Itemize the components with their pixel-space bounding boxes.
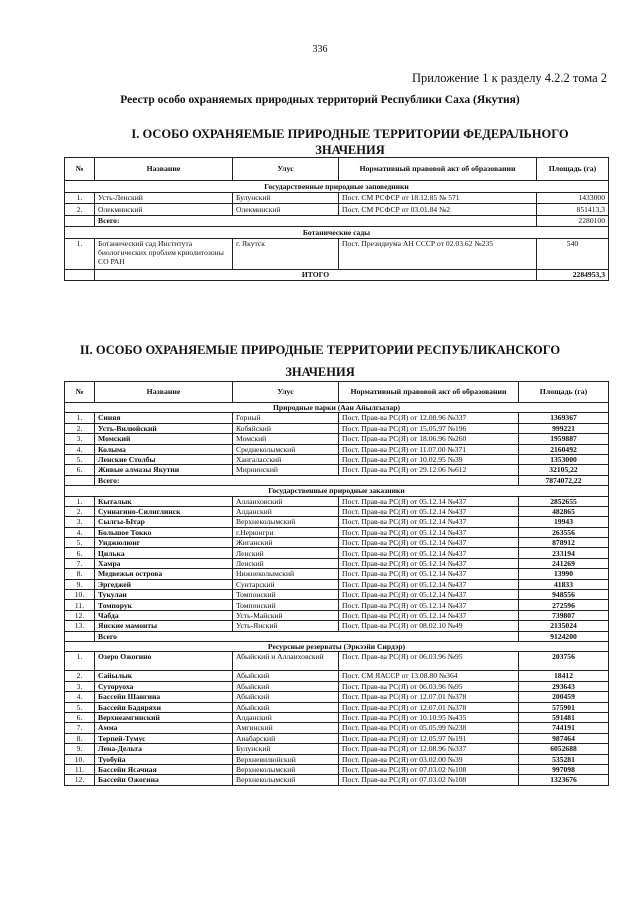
table-row — [65, 434, 609, 444]
cell-ulus: Нижнеколымский — [233, 569, 339, 579]
group-title: Ресурсные резерваты (Эркээйи Сирдэр) — [65, 641, 609, 651]
cell-number: 2. — [65, 423, 95, 433]
total-value: 2280100 — [537, 215, 609, 227]
cell-area: 293643 — [519, 681, 609, 691]
cell-number: 4. — [65, 527, 95, 537]
cell-act: Пост. Прав-ва РС(Я) от 07.03.02 №108 — [339, 775, 519, 785]
cell-act: Пост. Прав-ва РС(Я) от 03.02.00 №39 — [339, 754, 519, 764]
appendix-note: Приложение 1 к разделу 4.2.2 тома 2 — [411, 71, 607, 85]
cell-name: Озеро Ожогино — [95, 652, 233, 671]
total-label: ИТОГО — [95, 269, 537, 281]
table-row — [65, 692, 609, 702]
header-ulus: Улус — [233, 382, 339, 403]
cell-ulus: Среднеколымский — [233, 444, 339, 454]
cell-act: Пост. Прав-ва РС(Я) от 12.05.97 №191 — [339, 733, 519, 743]
table-row — [65, 444, 609, 454]
cell-area: 997098 — [519, 764, 609, 774]
table-row — [65, 652, 609, 671]
cell-act: Пост. Прав-ва РС(Я) от 06.03.96 №95 — [339, 652, 519, 671]
cell-number: 13. — [65, 621, 95, 631]
cell-number: 10. — [65, 754, 95, 764]
cell-act: Пост. Прав-ва РС(Я) от 29.12.06 №612 — [339, 465, 519, 475]
cell-area: 19943 — [519, 517, 609, 527]
table-header-row — [65, 382, 609, 403]
cell-number: 1. — [65, 192, 95, 204]
cell-area: 2135024 — [519, 621, 609, 631]
cell-number: 11. — [65, 764, 95, 774]
total-label: Всего: — [95, 215, 537, 227]
cell-name: Бассейн Бадяряхи — [95, 702, 233, 712]
header-act: Нормативный правовой акт об образовании — [339, 382, 519, 403]
group-row — [65, 486, 609, 496]
group-title: Природные парки (Аан Айылгылар) — [65, 403, 609, 413]
total-value: 7874072,22 — [519, 475, 609, 485]
table-row — [65, 465, 609, 475]
table-row — [65, 702, 609, 712]
header-number: № — [65, 158, 95, 181]
cell-name: Ленские Столбы — [95, 454, 233, 464]
header-act: Нормативный правовой акт об образовании — [339, 158, 537, 181]
table-row — [65, 671, 609, 681]
section2-title-line1: II. ОСОБО ОХРАНЯЕМЫЕ ПРИРОДНЫЕ ТЕРРИТОРИИ РЕСПУБЛИКАНСКОГО — [79, 343, 561, 357]
table-row — [65, 238, 609, 269]
cell-area: 878912 — [519, 538, 609, 548]
total-row — [65, 475, 609, 485]
cell-act: Пост. Прав-ва РС(Я) от 05.12.14 №437 — [339, 569, 519, 579]
cell-ulus: г.Нерюнгри — [233, 527, 339, 537]
section2-title-line2: ЗНАЧЕНИЯ — [285, 365, 355, 379]
cell-name: Амма — [95, 723, 233, 733]
cell-name: Суннагино-Силиглинск — [95, 506, 233, 516]
section1-title — [105, 126, 595, 158]
group-title: Государственные природные заповедники — [65, 181, 609, 193]
cell-number: 11. — [65, 600, 95, 610]
cell-number: 2. — [65, 204, 95, 216]
table-row — [65, 764, 609, 774]
table-row — [65, 744, 609, 754]
republican-table — [64, 381, 609, 786]
cell-name: Олекминский — [95, 204, 233, 216]
register-title: Реестр особо охраняемых природных территорий Республики Саха (Якутия) — [120, 94, 520, 106]
group-row — [65, 403, 609, 413]
table-row — [65, 192, 609, 204]
cell-area: 6052688 — [519, 744, 609, 754]
cell-area: 482865 — [519, 506, 609, 516]
cell-number: 4. — [65, 444, 95, 454]
header-number: № — [65, 382, 95, 403]
table-header-row — [65, 158, 609, 181]
cell-name: Бассейн Ожогина — [95, 775, 233, 785]
cell-name: Сылгы-Ытар — [95, 517, 233, 527]
cell-area: 535281 — [519, 754, 609, 764]
cell-act: Пост. Прав-ва РС(Я) от 05.12.14 №437 — [339, 496, 519, 506]
cell-name: Усть-Вилюйский — [95, 423, 233, 433]
cell-number: 6. — [65, 465, 95, 475]
cell-name: Ботанический сад Института биологических проблем криолитозоны СО РАН — [95, 238, 233, 269]
cell-area: 1323676 — [519, 775, 609, 785]
total-row — [65, 631, 609, 641]
cell-name: Эргеджей — [95, 579, 233, 589]
cell-name: Медвежьи острова — [95, 569, 233, 579]
cell-ulus: Кобяйский — [233, 423, 339, 433]
cell-ulus: Горный — [233, 413, 339, 423]
cell-name: Янские мамонты — [95, 621, 233, 631]
cell-name: Лена-Дельта — [95, 744, 233, 754]
cell-act: Пост. Прав-ва РС(Я) от 05.12.14 №437 — [339, 610, 519, 620]
cell-ulus: Верхнеколымский — [233, 517, 339, 527]
cell-number: 8. — [65, 569, 95, 579]
cell-name: Терпей-Тумус — [95, 733, 233, 743]
cell-act: Пост. Прав-ва РС(Я) от 05.12.14 №437 — [339, 527, 519, 537]
cell-act: Пост. Прав-ва РС(Я) от 18.06.96 №260 — [339, 434, 519, 444]
cell-name: Цилька — [95, 548, 233, 558]
table-row — [65, 681, 609, 691]
table-row — [65, 517, 609, 527]
cell-number — [65, 215, 95, 227]
cell-area: 744191 — [519, 723, 609, 733]
cell-ulus: Абыйский — [233, 692, 339, 702]
cell-area: 575901 — [519, 702, 609, 712]
cell-number: 7. — [65, 723, 95, 733]
cell-name: Живые алмазы Якутии — [95, 465, 233, 475]
cell-name: Колыма — [95, 444, 233, 454]
cell-act: Пост. Прав-ва РС(Я) от 05.12.14 №437 — [339, 579, 519, 589]
cell-name: Кыталык — [95, 496, 233, 506]
cell-name: Бассейн Ясачная — [95, 764, 233, 774]
cell-ulus: Верхневилюйский — [233, 754, 339, 764]
cell-name: Суторуоха — [95, 681, 233, 691]
cell-area: 32105,22 — [519, 465, 609, 475]
cell-number: 5. — [65, 454, 95, 464]
cell-ulus: Булунский — [233, 744, 339, 754]
cell-number: 3. — [65, 434, 95, 444]
cell-number: 3. — [65, 681, 95, 691]
cell-name: Момский — [95, 434, 233, 444]
table-row — [65, 506, 609, 516]
cell-act: Пост. Прав-ва РС(Я) от 05.05.99 №238 — [339, 723, 519, 733]
cell-area: 241269 — [519, 558, 609, 568]
cell-area: 203756 — [519, 652, 609, 671]
table-row — [65, 754, 609, 764]
cell-area: 2852655 — [519, 496, 609, 506]
cell-number — [65, 475, 95, 485]
header-name: Название — [95, 158, 233, 181]
cell-ulus: Момский — [233, 434, 339, 444]
cell-area: 1353000 — [519, 454, 609, 464]
cell-area: 233194 — [519, 548, 609, 558]
cell-area: 200459 — [519, 692, 609, 702]
cell-number: 1. — [65, 238, 95, 269]
cell-area: 41833 — [519, 579, 609, 589]
cell-ulus: г. Якутск — [233, 238, 339, 269]
cell-act: Пост. Президиума АН СССР от 02.03.62 №235 — [339, 238, 537, 269]
cell-number: 3. — [65, 517, 95, 527]
cell-name: Томпорук — [95, 600, 233, 610]
cell-number: 7. — [65, 558, 95, 568]
total-value: 9124200 — [519, 631, 609, 641]
table-row — [65, 590, 609, 600]
cell-ulus: Булунский — [233, 192, 339, 204]
cell-ulus: Мирнинский — [233, 465, 339, 475]
cell-act: Пост. Прав-ва РС(Я) от 05.12.14 №437 — [339, 517, 519, 527]
cell-ulus: Верхнеколымский — [233, 775, 339, 785]
total-row — [65, 269, 609, 281]
cell-area: 987464 — [519, 733, 609, 743]
table-row — [65, 610, 609, 620]
cell-act: Пост. Прав-ва РС(Я) от 05.12.14 №437 — [339, 538, 519, 548]
cell-ulus: Абыйский — [233, 702, 339, 712]
cell-area: 999221 — [519, 423, 609, 433]
table-row — [65, 621, 609, 631]
cell-ulus: Абыйский — [233, 681, 339, 691]
cell-ulus: Ленский — [233, 558, 339, 568]
cell-number: 12. — [65, 775, 95, 785]
cell-area: 2160492 — [519, 444, 609, 454]
cell-number — [65, 269, 95, 281]
cell-area: 18412 — [519, 671, 609, 681]
cell-act: Пост. Прав-ва РС(Я) от 10.02.95 №39 — [339, 454, 519, 464]
table-row — [65, 204, 609, 216]
cell-name: Чабда — [95, 610, 233, 620]
cell-act: Пост. Прав-ва РС(Я) от 05.12.14 №437 — [339, 590, 519, 600]
cell-number: 6. — [65, 712, 95, 722]
cell-number: 5. — [65, 702, 95, 712]
cell-number: 8. — [65, 733, 95, 743]
total-label: Всего: — [95, 475, 519, 485]
section1-title-line1: I. ОСОБО ОХРАНЯЕМЫЕ ПРИРОДНЫЕ ТЕРРИТОРИИ ФЕДЕРАЛЬНОГО — [131, 127, 569, 141]
cell-ulus: Сунтарский — [233, 579, 339, 589]
cell-name: Синяя — [95, 413, 233, 423]
cell-act: Пост. Прав-ва РС(Я) от 06.03.96 №95 — [339, 681, 519, 691]
cell-ulus: Абыйский и Аллаиховский — [233, 652, 339, 671]
cell-area: 591481 — [519, 712, 609, 722]
group-title: Ботанические сады — [65, 227, 609, 239]
cell-number: 2. — [65, 671, 95, 681]
table-row — [65, 775, 609, 785]
total-label: Всего — [95, 631, 519, 641]
table-row — [65, 579, 609, 589]
cell-area: 263556 — [519, 527, 609, 537]
table-row — [65, 548, 609, 558]
table-row — [65, 527, 609, 537]
table-row — [65, 712, 609, 722]
cell-act: Пост. Прав-ва РС(Я) от 12.08.96 №337 — [339, 413, 519, 423]
page-number: 336 — [312, 44, 328, 55]
group-title: Государственные природные заказники — [65, 486, 609, 496]
cell-area: 851413,3 — [537, 204, 609, 216]
cell-act: Пост. СМ ЯАССР от 13.08.80 №364 — [339, 671, 519, 681]
section2-title — [60, 339, 580, 383]
cell-area: 739807 — [519, 610, 609, 620]
cell-number: 1. — [65, 652, 95, 671]
cell-act: Пост. Прав-ва РС(Я) от 12.08.96 №337 — [339, 744, 519, 754]
cell-number: 9. — [65, 744, 95, 754]
cell-area: 13990 — [519, 569, 609, 579]
table-row — [65, 538, 609, 548]
cell-number: 10. — [65, 590, 95, 600]
table-row — [65, 558, 609, 568]
cell-act: Пост. Прав-ва РС(Я) от 05.12.14 №437 — [339, 558, 519, 568]
cell-act: Пост. Прав-ва РС(Я) от 10.10.95 №435 — [339, 712, 519, 722]
header-name: Название — [95, 382, 233, 403]
cell-act: Пост. Прав-ва РС(Я) от 12.07.01 №378 — [339, 692, 519, 702]
cell-name: Усть-Ленский — [95, 192, 233, 204]
cell-number: 1. — [65, 496, 95, 506]
table-row — [65, 496, 609, 506]
cell-number: 12. — [65, 610, 95, 620]
cell-number: 2. — [65, 506, 95, 516]
cell-act: Пост. Прав-ва РС(Я) от 11.07.00 №371 — [339, 444, 519, 454]
cell-ulus: Анабарский — [233, 733, 339, 743]
cell-act: Пост. Прав-ва РС(Я) от 15.05.97 №196 — [339, 423, 519, 433]
table-row — [65, 413, 609, 423]
cell-ulus: Алданский — [233, 506, 339, 516]
cell-number — [65, 631, 95, 641]
cell-area: 1959887 — [519, 434, 609, 444]
federal-table — [64, 157, 609, 281]
group-row — [65, 181, 609, 193]
total-row — [65, 215, 609, 227]
group-row — [65, 227, 609, 239]
cell-act: Пост. СМ РСФСР от 03.01.84 №2 — [339, 204, 537, 216]
cell-ulus: Усть-Майский — [233, 610, 339, 620]
cell-act: Пост. СМ РСФСР от 18.12.85 № 571 — [339, 192, 537, 204]
cell-ulus: Олекминский — [233, 204, 339, 216]
cell-name: Верхнеамгинский — [95, 712, 233, 722]
table-row — [65, 723, 609, 733]
cell-ulus: Абыйский — [233, 671, 339, 681]
cell-name: Унджюлюнг — [95, 538, 233, 548]
cell-ulus: Алданский — [233, 712, 339, 722]
cell-ulus: Ленский — [233, 548, 339, 558]
cell-number: 1. — [65, 413, 95, 423]
cell-area: 540 — [537, 238, 609, 269]
cell-ulus: Верхнеколымский — [233, 764, 339, 774]
table-row — [65, 423, 609, 433]
cell-act: Пост. Прав-ва РС(Я) от 05.12.14 №437 — [339, 600, 519, 610]
cell-name: Туобуйа — [95, 754, 233, 764]
cell-number: 5. — [65, 538, 95, 548]
cell-number: 6. — [65, 548, 95, 558]
cell-number: 9. — [65, 579, 95, 589]
cell-name: Тукулан — [95, 590, 233, 600]
cell-ulus: Томпонский — [233, 600, 339, 610]
table-row — [65, 454, 609, 464]
cell-act: Пост. Прав-ва РС(Я) от 05.12.14 №437 — [339, 506, 519, 516]
cell-ulus: Томпонский — [233, 590, 339, 600]
cell-act: Пост. Прав-ва РС(Я) от 12.07.01 №378 — [339, 702, 519, 712]
group-row — [65, 641, 609, 651]
header-area: Площадь (га) — [537, 158, 609, 181]
cell-act: Пост. Прав-ва РС(Я) от 08.02.10 №49 — [339, 621, 519, 631]
section1-title-line2: ЗНАЧЕНИЯ — [315, 143, 385, 157]
cell-ulus: Амгинский — [233, 723, 339, 733]
cell-name: Большое Токко — [95, 527, 233, 537]
table-row — [65, 600, 609, 610]
cell-name: Сайылык — [95, 671, 233, 681]
cell-area: 1433000 — [537, 192, 609, 204]
cell-ulus: Усть-Янский — [233, 621, 339, 631]
cell-number: 4. — [65, 692, 95, 702]
header-ulus: Улус — [233, 158, 339, 181]
total-value: 2284953,3 — [537, 269, 609, 281]
cell-act: Пост. Прав-ва РС(Я) от 07.03.02 №108 — [339, 764, 519, 774]
cell-name: Бассейн Шангина — [95, 692, 233, 702]
cell-ulus: Хангаласский — [233, 454, 339, 464]
cell-area: 948556 — [519, 590, 609, 600]
cell-area: 1369367 — [519, 413, 609, 423]
cell-ulus: Жиганский — [233, 538, 339, 548]
header-area: Площадь (га) — [519, 382, 609, 403]
cell-name: Хамра — [95, 558, 233, 568]
table-row — [65, 733, 609, 743]
cell-ulus: Аллаиховский — [233, 496, 339, 506]
cell-area: 272596 — [519, 600, 609, 610]
table-row — [65, 569, 609, 579]
cell-act: Пост. Прав-ва РС(Я) от 05.12.14 №437 — [339, 548, 519, 558]
